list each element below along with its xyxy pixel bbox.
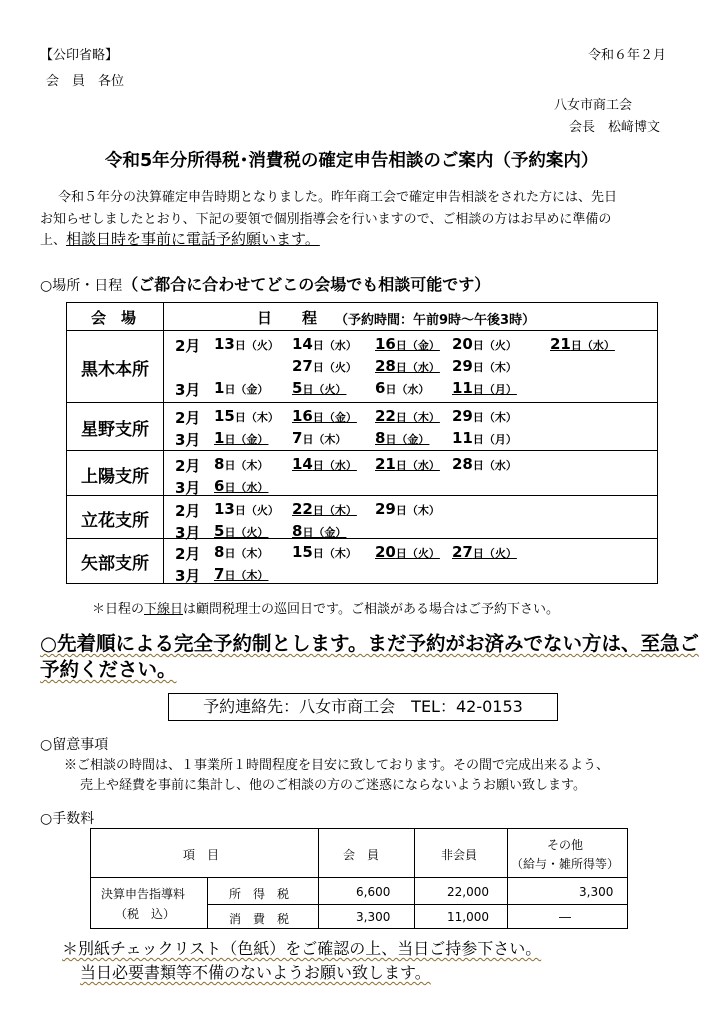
intro-line-3-prefix: 上、 bbox=[40, 233, 67, 248]
schedule-date: 14日（水） bbox=[292, 335, 357, 353]
schedule-date: 6日（水） bbox=[214, 477, 269, 495]
schedule-month: 3月 bbox=[175, 567, 201, 585]
issue-date: 令和６年２月 bbox=[588, 48, 667, 63]
schedule-date: 20日（火） bbox=[375, 543, 440, 561]
venue-name: 黒木本所 bbox=[81, 360, 149, 380]
reservation-notice-line-2: 予約ください。 bbox=[40, 658, 177, 681]
schedule-date: 5日（火） bbox=[214, 522, 269, 540]
schedule-date: 1日（金） bbox=[214, 429, 269, 447]
schedule-date: 13日（火） bbox=[214, 500, 279, 518]
schedule-date: 29日（木） bbox=[452, 407, 517, 425]
venue-heading-label: ○場所・日程 bbox=[40, 278, 123, 294]
venue-name: 星野支所 bbox=[81, 420, 149, 440]
fee-group-label: 決算申告指導料 bbox=[101, 887, 186, 901]
fee-income-member: 6,600 bbox=[356, 885, 391, 899]
schedule-month: 3月 bbox=[175, 524, 201, 542]
schedule-col-venue: 会 場 bbox=[91, 309, 137, 327]
schedule-month: 3月 bbox=[175, 431, 201, 449]
notes-heading: ○留意事項 bbox=[40, 737, 109, 753]
intro-line-2: お知らせしましたとおり、下記の要領で個別指導会を行いますので、ご相談の方はお早めに準備の bbox=[40, 212, 612, 227]
fee-col-nonmember: 非会員 bbox=[441, 848, 478, 862]
schedule-date: 20日（火） bbox=[452, 335, 517, 353]
fee-income-nonmember: 22,000 bbox=[447, 885, 489, 899]
schedule-date: 7日（木） bbox=[214, 565, 269, 583]
schedule-date: 6日（水） bbox=[375, 379, 430, 397]
notes-line-2: 売上や経費を事前に集計し、他のご相談の方のご迷惑にならないようお願い致します。 bbox=[80, 778, 586, 793]
schedule-date: 11日（月） bbox=[452, 429, 517, 447]
addressee: 会 員 各位 bbox=[46, 74, 125, 89]
schedule-date: 27日（火） bbox=[292, 357, 357, 375]
venue-heading bbox=[40, 272, 490, 295]
schedule-note-underlined-days: 下線日 bbox=[144, 602, 184, 617]
fee-col-other-detail: （給与・雑所得等） bbox=[511, 857, 620, 871]
schedule-date: 21日（水） bbox=[375, 455, 440, 473]
document-title: 令和5年分所得税･消費税の確定申告相談のご案内（予約案内） bbox=[105, 151, 599, 171]
schedule-date: 15日（木） bbox=[292, 543, 357, 561]
schedule-month: 2月 bbox=[175, 502, 201, 520]
seal-omitted-note: 【公印省略】 bbox=[40, 48, 119, 63]
fee-income-other: 3,300 bbox=[579, 885, 614, 899]
schedule-date: 8日（金） bbox=[375, 429, 430, 447]
schedule-date: 5日（火） bbox=[292, 379, 347, 397]
footer-line-1: ＊別紙チェックリスト（色紙）をご確認の上、当日ご持参下さい。 bbox=[62, 939, 542, 958]
schedule-month: 2月 bbox=[175, 409, 201, 427]
schedule-date: 28日（水） bbox=[375, 357, 440, 375]
fee-consumption-other: ― bbox=[559, 910, 571, 924]
fee-row-consumption-tax: 消 費 税 bbox=[229, 912, 290, 926]
schedule-date: 8日（木） bbox=[214, 543, 269, 561]
schedule-month: 3月 bbox=[175, 479, 201, 497]
venue-name: 上陽支所 bbox=[81, 466, 149, 487]
fee-col-other: その他 bbox=[547, 838, 584, 852]
schedule-date: 1日（金） bbox=[214, 379, 269, 397]
venue-name: 立花支所 bbox=[81, 510, 149, 531]
schedule-note bbox=[92, 598, 559, 617]
fee-col-item: 項 目 bbox=[183, 848, 220, 862]
fee-table bbox=[90, 828, 628, 929]
fee-consumption-nonmember: 11,000 bbox=[447, 910, 489, 924]
schedule-date: 22日（木） bbox=[375, 407, 440, 425]
intro-phone-reservation-emphasis: 相談日時を事前に電話予約願います。 bbox=[66, 230, 320, 248]
fee-row-income-tax: 所 得 税 bbox=[229, 887, 290, 901]
schedule-date: 8日（木） bbox=[214, 455, 269, 473]
schedule-table bbox=[66, 302, 658, 584]
schedule-note-suffix: は顧問税理士の巡回日です。ご相談がある場合はご予約下さい。 bbox=[183, 602, 559, 617]
schedule-month: 3月 bbox=[175, 381, 201, 399]
reservation-notice-line-1: ○先着順による完全予約制とします。まだ予約がお済みでない方は、至急ご bbox=[40, 632, 699, 655]
schedule-date: 8日（金） bbox=[292, 522, 347, 540]
schedule-month: 2月 bbox=[175, 337, 201, 355]
schedule-date: 11日（月） bbox=[452, 379, 517, 397]
fee-col-member: 会 員 bbox=[343, 848, 380, 862]
notes-line-1: ※ご相談の時間は、１事業所１時間程度を目安に致しております。その間で完成出来るよう、 bbox=[64, 758, 609, 773]
schedule-date: 13日（火） bbox=[214, 335, 279, 353]
fees-heading: ○手数料 bbox=[40, 811, 95, 827]
intro-line-1: 令和５年分の決算確定申告時期となりました。昨年商工会で確定申告相談をされた方には、先日 bbox=[58, 190, 618, 205]
schedule-col-dates: 日 程 bbox=[257, 309, 318, 327]
reservation-contact-box: 予約連絡先：八女市商工会 TEL：42-0153 bbox=[168, 693, 558, 721]
schedule-date: 14日（水） bbox=[292, 455, 357, 473]
venue-heading-emphasis: （ご都合に合わせてどこの会場でも相談可能です） bbox=[122, 275, 491, 294]
schedule-date: 21日（水） bbox=[550, 335, 615, 353]
organization-name: 八女市商工会 bbox=[554, 98, 633, 113]
schedule-date: 27日（火） bbox=[452, 543, 517, 561]
schedule-date: 22日（木） bbox=[292, 500, 357, 518]
schedule-date: 16日（金） bbox=[292, 407, 357, 425]
intro-line-3 bbox=[40, 228, 320, 249]
schedule-date: 29日（木） bbox=[375, 500, 440, 518]
fee-group-tax-included: （税 込） bbox=[115, 907, 176, 921]
reservation-hours: （予約時間：午前9時～午後3時） bbox=[335, 313, 536, 328]
schedule-month: 2月 bbox=[175, 457, 201, 475]
schedule-note-prefix: ＊日程の bbox=[92, 602, 145, 617]
schedule-date: 16日（金） bbox=[375, 335, 440, 353]
schedule-date: 28日（水） bbox=[452, 455, 517, 473]
chairman-name: 会長 松﨑博文 bbox=[569, 120, 661, 135]
schedule-date: 29日（木） bbox=[452, 357, 517, 375]
schedule-month: 2月 bbox=[175, 545, 201, 563]
venue-name: 矢部支所 bbox=[81, 554, 149, 574]
schedule-date: 15日（木） bbox=[214, 407, 279, 425]
schedule-date: 7日（木） bbox=[292, 429, 347, 447]
footer-line-2: 当日必要書類等不備のないようお願い致します。 bbox=[80, 963, 431, 982]
fee-consumption-member: 3,300 bbox=[356, 910, 391, 924]
